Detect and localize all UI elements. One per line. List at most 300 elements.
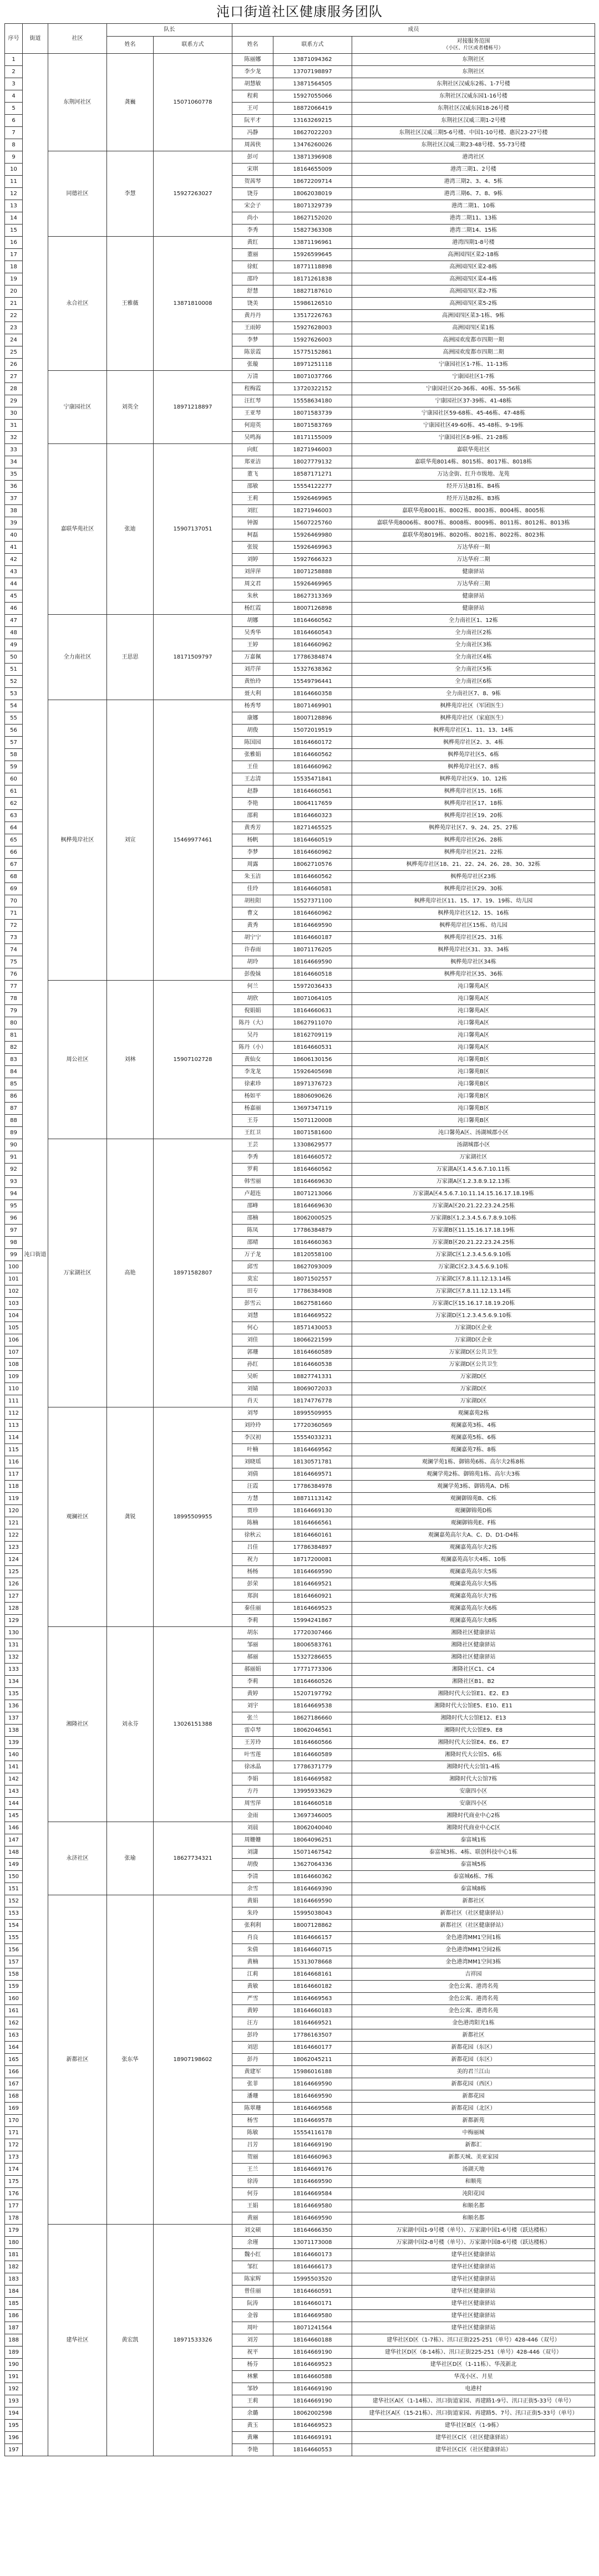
member-scope-cell: 建华社区C区（社区健康驿站） [352, 2444, 595, 2456]
member-name-cell: 郑润 [232, 1590, 273, 1603]
member-name-cell: 张菲 [232, 2078, 273, 2090]
member-phone-cell: 17771773306 [273, 1664, 352, 1676]
member-name-cell: 贾珍 [232, 1505, 273, 1517]
captain-name-cell: 刘宣 [107, 700, 154, 981]
member-scope-cell: 万家湖A区4.5.6.7.10.11.14.15.16.17.18.19栋 [352, 1188, 595, 1200]
member-phone-cell: 15986016188 [273, 2066, 352, 2078]
captain-name-cell: 张迪 [107, 444, 154, 615]
row-seq: 52 [5, 676, 23, 688]
row-seq: 116 [5, 1456, 23, 1468]
member-phone-cell: 18130571781 [273, 1456, 352, 1468]
row-seq: 22 [5, 310, 23, 322]
member-scope-cell: 枫桦苑岸社区23栋 [352, 871, 595, 883]
row-seq: 6 [5, 115, 23, 127]
row-seq: 70 [5, 895, 23, 907]
row-seq: 147 [5, 1834, 23, 1846]
member-phone-cell: 15327638362 [273, 664, 352, 676]
member-name-cell: 余璐 [232, 2407, 273, 2420]
row-seq: 19 [5, 273, 23, 285]
header-captain-phone: 联系方式 [154, 37, 232, 54]
member-name-cell: 刘佳 [232, 1334, 273, 1346]
member-phone-cell: 15071467542 [273, 1846, 352, 1859]
member-scope-cell: 观澜嘉苑高尔夫6栋 [352, 1603, 595, 1615]
table-row [5, 615, 595, 627]
row-seq: 3 [5, 78, 23, 90]
member-phone-cell: 18164660518 [273, 968, 352, 981]
member-scope-cell: 金色公寓、港湾名苑 [352, 2005, 595, 2017]
captain-name-cell: 高艳 [107, 1139, 154, 1407]
member-name-cell: 周茜侠 [232, 139, 273, 151]
member-phone-cell: 15327286655 [273, 1651, 352, 1664]
member-name-cell: 周露 [232, 859, 273, 871]
row-seq: 37 [5, 493, 23, 505]
member-scope-cell: 电港村 [352, 2383, 595, 2395]
member-scope-cell: 湘隆时代大公馆E9、E8 [352, 1725, 595, 1737]
member-name-cell: 严雪 [232, 1993, 273, 2005]
member-phone-cell: 15926469980 [273, 529, 352, 542]
row-seq: 75 [5, 956, 23, 968]
member-name-cell: 肖天 [232, 1395, 273, 1407]
member-name-cell: 彭可 [232, 151, 273, 164]
member-scope-cell: 枫桦苑岸社区2、3、4栋 [352, 737, 595, 749]
member-scope-cell: 嘉联华苑8001栋、8002栋、8003栋、8004栋、8005栋 [352, 505, 595, 517]
row-seq: 74 [5, 944, 23, 956]
row-seq: 11 [5, 176, 23, 188]
row-seq: 65 [5, 834, 23, 846]
member-phone-cell: 13071173008 [273, 2237, 352, 2249]
member-name-cell: 徐秋云 [232, 1529, 273, 1542]
header-scope-note: （小区、片区或者楼栋号） [443, 45, 504, 51]
member-phone-cell: 17786384879 [273, 1225, 352, 1237]
member-phone-cell: 18071241564 [273, 2322, 352, 2334]
member-scope-cell: 健康驿站 [352, 566, 595, 578]
row-seq: 143 [5, 1786, 23, 1798]
row-seq: 166 [5, 2066, 23, 2078]
member-name-cell: 罗莉 [232, 1164, 273, 1176]
member-name-cell: 胡欣 [232, 993, 273, 1005]
member-scope-cell: 宁康园社区59-68栋、45-46栋、47-48栋 [352, 407, 595, 420]
member-scope-cell: 万家湖D区企业 [352, 1322, 595, 1334]
member-phone-cell: 15554122277 [273, 481, 352, 493]
member-phone-cell: 17720360569 [273, 1420, 352, 1432]
row-seq: 139 [5, 1737, 23, 1749]
member-name-cell: 王佳 [232, 761, 273, 773]
member-scope-cell: 万家湖D区1.2.3.4.5.6.9.10栋 [352, 1310, 595, 1322]
member-name-cell: 李莉 [232, 1615, 273, 1627]
member-name-cell: 刘芳 [232, 2334, 273, 2347]
table-row [5, 151, 595, 164]
member-scope-cell: 枫桦苑岸社区29、30栋 [352, 883, 595, 895]
member-name-cell: 吴丹 [232, 1029, 273, 1042]
member-scope-cell: 观澜学苑2栋、御锦苑1栋、高尔夫3栋 [352, 1468, 595, 1481]
table-row [5, 237, 595, 249]
member-phone-cell: 18071469901 [273, 700, 352, 712]
member-phone-cell: 13627064336 [273, 1859, 352, 1871]
member-phone-cell: 18164666350 [273, 2225, 352, 2237]
row-seq: 24 [5, 334, 23, 346]
header-scope [352, 37, 595, 54]
member-phone-cell: 17720307466 [273, 1627, 352, 1639]
row-seq: 171 [5, 2127, 23, 2139]
member-name-cell: 胡慧敏 [232, 78, 273, 90]
member-scope-cell: 新都社区 [352, 1895, 595, 1907]
row-seq: 178 [5, 2212, 23, 2225]
member-scope-cell: 港湾三期1、2号楼 [352, 164, 595, 176]
row-seq: 57 [5, 737, 23, 749]
member-name-cell: 徐虹 [232, 261, 273, 273]
row-seq: 119 [5, 1493, 23, 1505]
member-name-cell: 李艳 [232, 798, 273, 810]
member-name-cell: 王雨婷 [232, 322, 273, 334]
member-phone-cell: 18627093009 [273, 1261, 352, 1273]
member-name-cell: 潘珊 [232, 2090, 273, 2103]
row-seq: 9 [5, 151, 23, 164]
row-seq: 46 [5, 603, 23, 615]
row-seq: 40 [5, 529, 23, 542]
row-seq: 44 [5, 578, 23, 590]
row-seq: 100 [5, 1261, 23, 1273]
member-phone-cell: 18771118898 [273, 261, 352, 273]
row-seq: 61 [5, 785, 23, 798]
row-seq: 21 [5, 298, 23, 310]
row-seq: 110 [5, 1383, 23, 1395]
member-phone-cell: 18672209714 [273, 176, 352, 188]
member-name-cell: 向虹 [232, 444, 273, 456]
member-name-cell: 吴秀华 [232, 627, 273, 639]
team-table [4, 23, 595, 2456]
row-seq: 38 [5, 505, 23, 517]
member-name-cell: 黄敏 [232, 1981, 273, 1993]
member-scope-cell: 建华社区C区（社区健康驿站） [352, 2432, 595, 2444]
member-scope-cell: 高洲园欢度都市四期二期 [352, 346, 595, 359]
member-phone-cell: 18971376723 [273, 1078, 352, 1090]
member-scope-cell: 嘉联华苑8006栋、8007栋、8008栋、8009栋、8011栋、8012栋、8013栋 [352, 517, 595, 529]
member-scope-cell: 东荆社区 [352, 54, 595, 66]
row-seq: 183 [5, 2273, 23, 2286]
member-phone-cell: 18164660363 [273, 1237, 352, 1249]
member-scope-cell: 高洲园四区菜2-18栋 [352, 249, 595, 261]
row-seq: 2 [5, 66, 23, 78]
member-scope-cell: 枫桦苑岸社区15栋、幼儿园 [352, 920, 595, 932]
member-phone-cell: 18164660591 [273, 2286, 352, 2298]
member-phone-cell: 18071583769 [273, 420, 352, 432]
member-scope-cell: 经开万达B2栋、B3栋 [352, 493, 595, 505]
member-name-cell: 李梦 [232, 846, 273, 859]
member-phone-cell: 18164660323 [273, 810, 352, 822]
row-seq: 109 [5, 1371, 23, 1383]
member-phone-cell: 18627313369 [273, 590, 352, 603]
member-phone-cell: 15535471841 [273, 773, 352, 785]
member-scope-cell: 枫桦苑岸社区31、33、34栋 [352, 944, 595, 956]
member-name-cell: 彭荣 [232, 1578, 273, 1590]
member-phone-cell: 18164669190 [273, 2395, 352, 2407]
member-phone-cell: 18164669584 [273, 2188, 352, 2200]
member-name-cell: 胡东 [232, 1627, 273, 1639]
member-phone-cell: 18164669590 [273, 1895, 352, 1907]
member-name-cell: 李娟 [232, 1773, 273, 1786]
table-row [5, 1895, 595, 1907]
row-seq: 58 [5, 749, 23, 761]
row-seq: 13 [5, 200, 23, 212]
member-scope-cell: 和顺名都 [352, 2212, 595, 2225]
member-scope-cell: 观澜御锦苑E、F栋 [352, 1517, 595, 1529]
member-phone-cell: 18164666561 [273, 1517, 352, 1529]
member-scope-cell: 东荆社区汉威三期5-6号楼、中国1-10号楼、惠民23-27号楼 [352, 127, 595, 139]
member-scope-cell: 万家湖B区20.21.22.23.24.25栋 [352, 1237, 595, 1249]
row-seq: 121 [5, 1517, 23, 1529]
member-scope-cell: 枫桦苑岸社区34栋 [352, 956, 595, 968]
member-phone-cell: 18071258888 [273, 566, 352, 578]
member-phone-cell: 15207197792 [273, 1688, 352, 1700]
table-row [5, 981, 595, 993]
member-phone-cell: 15927628003 [273, 322, 352, 334]
member-name-cell: 王可 [232, 103, 273, 115]
member-phone-cell: 15986126510 [273, 298, 352, 310]
member-scope-cell: 建华社区健康驿站 [352, 2273, 595, 2286]
member-phone-cell: 15554033231 [273, 1432, 352, 1444]
member-scope-cell: 沌口馨苑A区 [352, 1042, 595, 1054]
member-scope-cell: 万达华府三期 [352, 578, 595, 590]
member-name-cell: 郝丽 [232, 1651, 273, 1664]
row-seq: 160 [5, 1993, 23, 2005]
row-seq: 131 [5, 1639, 23, 1651]
member-name-cell: 赵静 [232, 785, 273, 798]
row-seq: 93 [5, 1176, 23, 1188]
member-name-cell: 徐冰晶 [232, 1761, 273, 1773]
captain-phone-cell: 13026151388 [154, 1627, 232, 1822]
member-phone-cell: 15558634180 [273, 395, 352, 407]
member-name-cell: 黄建军 [232, 2066, 273, 2078]
member-scope-cell: 枫桦苑岸社区9、10、12栋 [352, 773, 595, 785]
member-phone-cell: 18164669578 [273, 2115, 352, 2127]
row-seq: 28 [5, 383, 23, 395]
table-body [5, 54, 595, 2456]
member-name-cell: 金雨 [232, 1810, 273, 1822]
member-scope-cell: 宁康园社区1-7栋、11-13栋 [352, 359, 595, 371]
member-phone-cell: 18606130156 [273, 1054, 352, 1066]
member-scope-cell: 湘隆时代大公馆E12、E13 [352, 1712, 595, 1725]
header-street: 街道 [23, 24, 48, 54]
member-phone-cell: 15994241867 [273, 1615, 352, 1627]
member-name-cell: 朱秋 [232, 590, 273, 603]
captain-phone-cell: 15907102728 [154, 981, 232, 1139]
member-phone-cell: 18164669580 [273, 2310, 352, 2322]
member-scope-cell: 观澜御锦苑B、C栋 [352, 1493, 595, 1505]
captain-name-cell: 刘永芬 [107, 1627, 154, 1822]
member-scope-cell: 建华社区D区（1-11栋）、华茂新北 [352, 2359, 595, 2371]
row-seq: 120 [5, 1505, 23, 1517]
member-phone-cell: 18271465525 [273, 822, 352, 834]
member-scope-cell: 健康驿站 [352, 590, 595, 603]
member-name-cell: 阮涛 [232, 2298, 273, 2310]
row-seq: 135 [5, 1688, 23, 1700]
member-phone-cell: 17786384908 [273, 1286, 352, 1298]
row-seq: 150 [5, 1871, 23, 1883]
member-phone-cell: 18164669523 [273, 2420, 352, 2432]
member-phone-cell: 18027779132 [273, 456, 352, 468]
row-seq: 141 [5, 1761, 23, 1773]
member-scope-cell: 观澜嘉苑高尔夫8栋 [352, 1615, 595, 1627]
captain-phone-cell: 13871810008 [154, 237, 232, 371]
community-cell: 宁康园社区 [48, 371, 107, 444]
member-phone-cell: 18164666157 [273, 1932, 352, 1944]
member-name-cell: 邵晴 [232, 1237, 273, 1249]
member-scope-cell: 观澜嘉苑高尔夫2栋 [352, 1542, 595, 1554]
member-scope-cell: 宁康园社区37-39栋、41-48栋 [352, 395, 595, 407]
member-scope-cell: 万家湖中国1-9号楼（单号）、万家湖中国1-6号楼（跃达楼栋） [352, 2225, 595, 2237]
member-name-cell: 刘琴 [232, 1407, 273, 1420]
row-seq: 169 [5, 2103, 23, 2115]
row-seq: 179 [5, 2225, 23, 2237]
row-seq: 43 [5, 566, 23, 578]
row-seq: 53 [5, 688, 23, 700]
row-seq: 186 [5, 2310, 23, 2322]
member-scope-cell: 万家湖B区11.15.16.17.18.19栋 [352, 1225, 595, 1237]
member-name-cell: 王志清 [232, 773, 273, 785]
member-name-cell: 王婷 [232, 639, 273, 651]
member-scope-cell: 枫桦苑岸社区17、18栋 [352, 798, 595, 810]
member-scope-cell: 宁康园社区1-7栋 [352, 371, 595, 383]
row-seq: 91 [5, 1151, 23, 1164]
member-name-cell: 雷卓琴 [232, 1725, 273, 1737]
table-row [5, 700, 595, 712]
community-cell: 永济社区 [48, 1822, 107, 1895]
member-phone-cell: 18164660561 [273, 785, 352, 798]
row-seq: 48 [5, 627, 23, 639]
row-seq: 173 [5, 2151, 23, 2164]
member-name-cell: 王莉 [232, 493, 273, 505]
row-seq: 117 [5, 1468, 23, 1481]
member-name-cell: 黄婷 [232, 1688, 273, 1700]
member-phone-cell: 18164669590 [273, 920, 352, 932]
member-phone-cell: 13720322152 [273, 383, 352, 395]
member-scope-cell: 湘隆社区健康驿站 [352, 1651, 595, 1664]
member-name-cell: 陈丹（小） [232, 1042, 273, 1054]
member-scope-cell: 港湾二期11、13栋 [352, 212, 595, 225]
row-seq: 36 [5, 481, 23, 493]
member-scope-cell: 金色公寓、港湾名苑 [352, 1993, 595, 2005]
member-phone-cell: 18164660362 [273, 1871, 352, 1883]
row-seq: 142 [5, 1773, 23, 1786]
captain-phone-cell: 18971218897 [154, 371, 232, 444]
member-name-cell: 郑亚洁 [232, 456, 273, 468]
member-phone-cell: 18164660177 [273, 2042, 352, 2054]
member-scope-cell: 万家湖D区 [352, 1395, 595, 1407]
row-seq: 159 [5, 1981, 23, 1993]
member-name-cell: 舒慧 [232, 285, 273, 298]
table-row [5, 1627, 595, 1639]
member-scope-cell: 湘隆社区C1、C4 [352, 1664, 595, 1676]
member-scope-cell: 吉祥园 [352, 1968, 595, 1981]
member-scope-cell: 万家湖A区1.2.3.8.9.12.13栋 [352, 1176, 595, 1188]
member-phone-cell: 18271946003 [273, 505, 352, 517]
member-name-cell: 王亚琴 [232, 407, 273, 420]
member-scope-cell: 万家湖C区15.16.17.18.19.20栋 [352, 1298, 595, 1310]
table-row [5, 1139, 595, 1151]
member-scope-cell: 沌口馨苑A区 [352, 1005, 595, 1017]
member-scope-cell: 东荆社区汉威三期23-48号楼、55-73号楼 [352, 139, 595, 151]
member-scope-cell: 沌口馨苑B区 [352, 1090, 595, 1103]
member-scope-cell: 万家湖A区1.4.5.6.7.10.11栋 [352, 1164, 595, 1176]
member-phone-cell: 18164660562 [273, 871, 352, 883]
row-seq: 30 [5, 407, 23, 420]
member-scope-cell: 高洲园四区菜2-8栋 [352, 261, 595, 273]
member-scope-cell: 万家湖C区7.8.11.12.13.14栋 [352, 1273, 595, 1286]
member-scope-cell: 枫桦苑岸社区19、20栋 [352, 810, 595, 822]
member-scope-cell: 高洲园四区菜5-2栋 [352, 298, 595, 310]
member-phone-cell: 18164669523 [273, 1603, 352, 1615]
member-name-cell: 万子龙 [232, 1249, 273, 1261]
member-scope-cell: 新都花园 [352, 2090, 595, 2103]
row-seq: 188 [5, 2334, 23, 2347]
member-phone-cell: 17786163507 [273, 2029, 352, 2042]
member-name-cell: 贺丽 [232, 2151, 273, 2164]
row-seq: 122 [5, 1529, 23, 1542]
member-phone-cell: 18064117659 [273, 798, 352, 810]
member-phone-cell: 18164669521 [273, 2017, 352, 2029]
member-scope-cell: 湘隆社区B1、B2 [352, 1676, 595, 1688]
row-seq: 8 [5, 139, 23, 151]
member-name-cell: 金蓉 [232, 2310, 273, 2322]
member-scope-cell: 建华社区健康驿站 [352, 2310, 595, 2322]
member-scope-cell: 全力南社区3栋 [352, 639, 595, 651]
member-scope-cell: 新都花园（东区） [352, 2054, 595, 2066]
member-scope-cell: 枫桦苑岸社区5、6栋 [352, 749, 595, 761]
member-scope-cell: 万家湖D区 [352, 1383, 595, 1395]
row-seq: 161 [5, 2005, 23, 2017]
member-phone-cell: 18164660962 [273, 846, 352, 859]
captain-name-cell: 黄宏凯 [107, 2225, 154, 2456]
member-phone-cell: 18164669562 [273, 1444, 352, 1456]
member-scope-cell: 港湾二期14、15栋 [352, 225, 595, 237]
member-scope-cell: 观澜嘉苑高尔夫4栋、10栋 [352, 1554, 595, 1566]
row-seq: 167 [5, 2078, 23, 2090]
community-cell: 万家湖社区 [48, 1139, 107, 1407]
member-phone-cell: 18071213066 [273, 1188, 352, 1200]
member-name-cell: 佳玲 [232, 883, 273, 895]
member-phone-cell: 18164660538 [273, 1359, 352, 1371]
captain-phone-cell: 18907198602 [154, 1895, 232, 2225]
row-seq: 107 [5, 1346, 23, 1359]
row-seq: 35 [5, 468, 23, 481]
member-scope-cell: 万家湖B区1.2.3.4.5.6.7.8.9.10栋 [352, 1212, 595, 1225]
member-name-cell: 李秀 [232, 1151, 273, 1164]
row-seq: 175 [5, 2176, 23, 2188]
table-header [5, 24, 595, 54]
member-phone-cell: 15827363308 [273, 225, 352, 237]
member-name-cell: 孙红 [232, 1359, 273, 1371]
member-scope-cell: 沌口馨苑B区 [352, 1066, 595, 1078]
member-scope-cell: 和顺名都 [352, 2200, 595, 2212]
member-name-cell: 周叶 [232, 2322, 273, 2334]
member-phone-cell: 18071176205 [273, 944, 352, 956]
row-seq: 26 [5, 359, 23, 371]
table-row [5, 444, 595, 456]
member-name-cell: 祝平 [232, 2347, 273, 2359]
member-scope-cell: 观澜嘉苑5栋、6栋 [352, 1432, 595, 1444]
row-seq: 12 [5, 188, 23, 200]
member-phone-cell: 18164669630 [273, 1200, 352, 1212]
member-scope-cell: 新都花园（北区） [352, 2103, 595, 2115]
member-phone-cell: 13707198897 [273, 66, 352, 78]
captain-phone-cell: 18171509797 [154, 615, 232, 700]
community-cell: 观澜社区 [48, 1407, 107, 1627]
member-scope-cell: 全力南社区7、8、9栋 [352, 688, 595, 700]
member-phone-cell: 18164669590 [273, 1566, 352, 1578]
member-scope-cell: 沌口馨苑B区 [352, 1115, 595, 1127]
member-name-cell: 祝力 [232, 1554, 273, 1566]
row-seq: 4 [5, 90, 23, 103]
